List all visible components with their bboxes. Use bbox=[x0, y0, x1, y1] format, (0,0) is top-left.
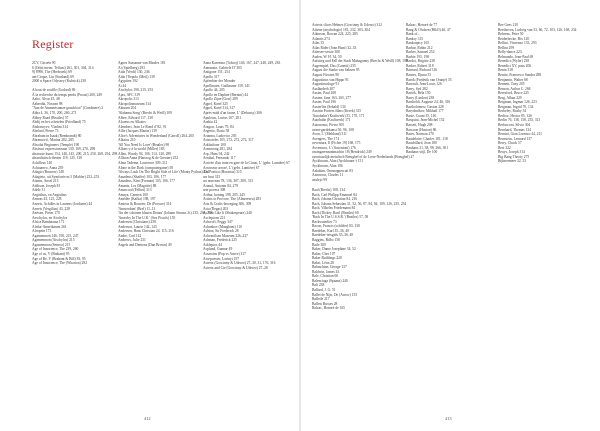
index-entry: 'Autobahn' (Kraftwerk) 55, 170, 171 bbox=[312, 113, 365, 118]
index-entry: Ayckbourn, Alan (Ayckbourn-) 151 bbox=[312, 159, 364, 164]
index-entry: Apollo Zijne (Gort) 289 bbox=[203, 97, 238, 102]
index-entry: Bassett, Hugh 208 bbox=[406, 123, 433, 128]
index-entry: Benedict XV, paus 206 bbox=[498, 63, 532, 68]
index-entry: Andersen, Hans Christian 24, 115–116 bbox=[118, 229, 174, 234]
index-entry: Austrin Pooters films (Kreek) 315 bbox=[312, 109, 362, 114]
index-entry: avontuurlijk metafisch Breughel of de Lorre-Nederlands (Breughel) 27 bbox=[312, 154, 415, 159]
index-entry: Auster, Paul 208 bbox=[312, 91, 336, 96]
index-entry: Age of Innocence, The 239, 260 bbox=[32, 247, 79, 252]
index-entry: Bach (Dickey Bawl (Beatles) 60 bbox=[312, 210, 359, 215]
index-entry: Ashvanilcan Museum 226–227 bbox=[203, 233, 248, 238]
index-entry: 'Anarchy In The U.K.' (Sex Pistols) 155 bbox=[118, 215, 176, 220]
index-entry: Andrews, Julie 231 bbox=[118, 238, 146, 243]
index-entry: azulejo 99 bbox=[312, 177, 327, 182]
index-entry: Assepoester, Lorinyt 197 bbox=[203, 256, 240, 261]
index-entry: Adele 31 bbox=[32, 188, 46, 193]
index-entry: Baryshnikov, Mikhail 177 bbox=[406, 109, 444, 114]
index-entry: Abraham in Isaak (Rembrandt) 80 bbox=[32, 133, 82, 138]
index-entry: Aida (Verdi) 130, 246 bbox=[118, 70, 150, 75]
index-entry: Arts & Crafts-beweging 306, 309 bbox=[203, 201, 252, 206]
index-entry: Abdrasoyev, Vladim 314 bbox=[32, 124, 68, 129]
index-entry: Benin 318 bbox=[498, 68, 513, 73]
index-entry: Bach, Vilhelm Friedemann 84 bbox=[312, 206, 356, 211]
index-entry: Belmondo, Jean-Paul 69 bbox=[498, 54, 534, 59]
index-entry: Armstrong 281, 284 bbox=[203, 147, 233, 152]
index-entry: Ashcroft, Peggy 347 bbox=[203, 220, 233, 225]
index-entry: Bernstein, Leonard 137 bbox=[498, 136, 532, 141]
index-entry: Assassins (Pop vs Aasve) 317 bbox=[203, 251, 246, 256]
index-entry: Avon, L' (Mehlund) 311 bbox=[312, 132, 347, 137]
index-entry: Augustinusloge 91 bbox=[312, 82, 340, 87]
index-entry: Belly-dance 223 bbox=[498, 50, 522, 55]
index-entry: A bout de souffle (Godard) 69 bbox=[32, 88, 76, 93]
index-entry: Alembert, Jean Le Rond d' 82, 91 bbox=[118, 124, 167, 129]
index-entry: Alcaeus en Alkaios bbox=[118, 120, 146, 125]
index-entry: Agamemnon (Aischylos) 215 bbox=[32, 238, 75, 243]
index-entry: Ballets Russes 28 bbox=[312, 301, 338, 306]
index-entry: Balletle 217 bbox=[312, 297, 330, 302]
index-entry: Bergman, Ingrid 70, 134 bbox=[498, 104, 534, 109]
index-entry: Artists to Provore, The (Almereseu) 283 bbox=[203, 197, 262, 202]
index-entry: Apfenbier der Monder bbox=[203, 79, 236, 84]
index-entry: Bijlmermeer 32, 53 bbox=[498, 159, 527, 164]
index-entry: Alone in the Dark (computergame) 58 bbox=[118, 165, 173, 170]
index-entry: Arthur, koning 198, 205, 245 bbox=[203, 192, 245, 197]
index-entry: Aischylos 190–215, 253 bbox=[118, 88, 154, 93]
index-entry: 'Back In The U.S.S.R.' (Beatles) 57, 58 bbox=[312, 215, 369, 220]
index-entry: Asterix slices Helmes (Goscinny & Uderzo) 312 bbox=[312, 23, 382, 27]
index-entry: Absolut Beginners (Temple) 190 bbox=[32, 142, 80, 147]
index-column-5 bbox=[312, 188, 407, 311]
index-entry: Ajax, AFC 319 bbox=[118, 92, 140, 97]
index-entry: Ai (Spielberg) 293 bbox=[118, 65, 145, 70]
index-entry: Beethoven, Ludwig van 53, 66, 72, 103, 126, 168, 234 bbox=[498, 27, 577, 32]
index-entry: Amadeus, Kim (Forman) 103, 106, 177 bbox=[118, 179, 175, 184]
index-entry: Age of Ré, V (Brabant & Bill) 83, 95 bbox=[32, 256, 86, 261]
index-entry: Berg, Alban 229 bbox=[498, 95, 522, 100]
index-entry: Azkaban, Ontsnappen uit 83 bbox=[312, 168, 353, 173]
index-entry: Abstract expressionisme 130, 169, 270, 298 bbox=[32, 147, 96, 152]
index-entry: Age of Innocence, The (Wharton) 292 bbox=[32, 261, 88, 266]
index-entry: Adagieto, uit Symfonie nr.5 (Mahler) 252–253 bbox=[32, 174, 100, 179]
index-entry: Abba 4, 36, 170, 200, 260–271 bbox=[32, 111, 77, 116]
index-entry: Afrika-Amerikanen 261 bbox=[32, 224, 67, 229]
index-entry: Arp, Hans 94, 242 bbox=[203, 151, 230, 156]
index-entry: Bauhaus 31, 38, 98, 266, 301 bbox=[406, 145, 449, 150]
index-entry: Ayckbourn, Alan 106 bbox=[312, 163, 343, 168]
index-entry: Bartók, Béla 150 bbox=[406, 91, 431, 96]
index-entry: Akropolis 313 bbox=[118, 97, 139, 102]
index-entry: Barbar, Robin 212 bbox=[406, 45, 433, 50]
index-entry: Annunzio, Gabriele D' 305 bbox=[203, 65, 242, 70]
index-entry: Bach, Carl Philipp Emanuel 84 bbox=[312, 192, 357, 197]
index-entry: Bates, Norman 270 bbox=[406, 132, 434, 137]
index-entry: Aufstieg und Fall der Stadt Mahagonny (Brecht & Weill) 108, 109 bbox=[312, 59, 408, 64]
right-page-number: 413 bbox=[445, 416, 452, 421]
index-entry: Age of us, V (Brabant) 95 bbox=[32, 251, 70, 256]
index-entry: Barnes, Djuna 53 bbox=[406, 73, 432, 78]
index-entry: Austerlitz (Sebald) 134 bbox=[312, 104, 346, 109]
index-entry: Akropolismuseum 314 bbox=[118, 101, 151, 106]
index-entry: Abdij en het schetelen (Friedland) 75 bbox=[32, 120, 86, 125]
page-title: Register bbox=[32, 37, 74, 51]
index-entry: Asklepios 44 bbox=[203, 242, 222, 247]
index-entry: Ägyptien 192 bbox=[118, 79, 138, 84]
index-entry: Arianna, Ludovico 205 bbox=[203, 133, 237, 138]
index-entry: Aalto, Alvar 45, 48 bbox=[32, 97, 60, 102]
index-entry: Amarcord (Fellini) 313 bbox=[118, 188, 152, 193]
index-entry: Baudelaire, Charles 101, 118 bbox=[406, 136, 448, 141]
index-entry: Abramović, Marina 282–285 bbox=[32, 138, 74, 143]
index-entry: Berkeley, Busby 54 bbox=[498, 109, 527, 114]
index-entry: Avventura, L' (Antonioni) 176 bbox=[312, 145, 356, 150]
index-entry: Amieus & Bouvier, De (Prosser) 314 bbox=[118, 201, 172, 206]
index-entry: Benjamin, Walter 68 bbox=[498, 77, 528, 82]
index-entry: Bank of... bbox=[406, 32, 421, 37]
index-entry: Baal (Brecht) 108, 134 bbox=[312, 188, 345, 192]
index-entry: Autobahn (Kraftwerk) 171 bbox=[312, 118, 351, 123]
index-entry: Aznavour, Charles 11 bbox=[312, 173, 344, 178]
index-entry: 6 (Orbit meter, Telfoni) 261, 301, 304, 314 bbox=[32, 65, 94, 70]
index-entry: Bee Gees 210 bbox=[498, 23, 518, 27]
index-entry: Andre, Carl 142 bbox=[118, 233, 142, 238]
index-entry: Bellini 299 bbox=[498, 45, 515, 50]
index-entry: Achtaanvo, Anna 239 bbox=[32, 165, 64, 170]
index-entry: Ashton, Sir Frederick 28 bbox=[203, 229, 239, 234]
index-entry: Basie, Count 35, 146 bbox=[406, 113, 437, 118]
index-entry: Bartholomew, Gaston 228 bbox=[406, 104, 444, 109]
index-entry: Allison Anna (Hartzog & de Greuter) 252 bbox=[118, 156, 179, 161]
index-entry: Atkinson, Rowan 224, 225, 285 bbox=[312, 32, 358, 37]
index-entry: Ai 44 bbox=[118, 83, 127, 88]
index-entry: Andersen (Christians) 258 bbox=[118, 220, 156, 225]
index-entry: Bergman, Ingmar 126, 223 bbox=[498, 100, 537, 105]
index-entry: À la recherche du temps perdu (Proust) 200, 249 bbox=[32, 92, 102, 97]
index-entry: Aeschylos, en Aischylos bbox=[32, 215, 68, 220]
index-entry: Appel, Karel 325 bbox=[203, 101, 228, 106]
index-entry: Aegisthus, en Aegisthus bbox=[32, 192, 67, 197]
index-entry: Bach, Johann Christian 84, 216 bbox=[312, 197, 358, 202]
index-entry: 'Alabama Song' (Brecht & Weill) 109 bbox=[118, 111, 172, 116]
index-entry: Afropeïn 173 bbox=[32, 229, 52, 234]
index-entry: Apuleius, Lucius 107, 201 bbox=[203, 115, 242, 120]
index-entry: Alfie (Jacques Martin) 139 bbox=[118, 129, 157, 134]
index-entry: art nouveau 78, 136, 307–309, 313 bbox=[203, 179, 254, 184]
index-entry: Asterix and Cie (Goscinny & Uderzo) 27–28 bbox=[203, 265, 268, 270]
index-entry: Allons-y à la world (Miller) 183 bbox=[118, 147, 165, 152]
index-entry: Arabia 42 bbox=[203, 120, 218, 125]
index-entry: Aktuum 204 bbox=[118, 106, 137, 111]
index-entry: Baker, Chet 107 bbox=[312, 251, 336, 256]
index-entry: Autonomo, Pietro 305 bbox=[312, 123, 345, 128]
index-entry: Arkhaifone 100 bbox=[203, 142, 226, 147]
index-entry: Beiderbecke, Bix 120 bbox=[498, 36, 530, 41]
index-entry: Amédée (Kafka) 198, 197 bbox=[118, 197, 156, 202]
index-entry: Big Bang Theory 275 bbox=[498, 154, 530, 159]
index-entry: Arrosseur arrosé, L' (gebr. Lumière) 67 bbox=[203, 165, 260, 170]
index-entry: Agamemnon (Seneca) 215 bbox=[32, 242, 71, 247]
index-entry: Atlantis 274 bbox=[312, 36, 330, 41]
index-entry: Baedeker-reisgids 35–36, 40 bbox=[312, 233, 354, 238]
index-entry: Augenspiel, Das (Canetti) 235 bbox=[312, 63, 356, 68]
index-entry: avventura, Il (Fichte 19) 168, 175 bbox=[312, 141, 361, 146]
index-entry: Barbie 195, 198 bbox=[406, 54, 430, 59]
index-entry: arte povera 308 bbox=[203, 188, 226, 193]
index-entry: Avengers, The 174 bbox=[312, 136, 340, 141]
index-entry: Amaya, Carmen 100 bbox=[118, 192, 148, 197]
index-entry: Attersee-sessie 300 bbox=[312, 50, 340, 55]
index-entry: Ashman, Frederick 225 bbox=[203, 238, 237, 243]
index-entry: Arrivée d'un train en gare de la Ciotat, L' (gebr. Lumière) 67 bbox=[203, 161, 290, 166]
index-entry: Bassoon (Huston) 86 bbox=[406, 127, 437, 132]
index-entry: As You Like It (Shakespeare) 240 bbox=[203, 211, 252, 216]
index-entry: Backwaterlier 73 bbox=[312, 219, 337, 224]
left-page-number: 412 bbox=[144, 416, 151, 421]
index-entry: Antigone 151, 254 bbox=[203, 70, 230, 75]
index-entry: Berlin 76, 138, 158, 255, 313 bbox=[498, 118, 541, 123]
index-entry: Atlas Rider (Joan Hunt) 32–33 bbox=[312, 45, 357, 50]
index-entry: Balanchine, George 137 bbox=[312, 265, 347, 270]
index-entry: 'Always Look On The Bright Side of Life' (Monty Python) 254 bbox=[118, 170, 209, 175]
index-entry: Banksy 315 bbox=[406, 36, 424, 41]
index-column-3 bbox=[203, 61, 290, 270]
index-entry: 'Amsterdam' (Brel) 11–13 bbox=[118, 206, 156, 211]
index-entry: Baldwin, James 43 bbox=[312, 269, 340, 274]
index-entry: Bali 238 bbox=[312, 283, 325, 288]
index-column-1 bbox=[32, 61, 118, 266]
index-entry: 2CV, Citroën 90 bbox=[32, 61, 56, 65]
index-entry: Apollo en Daphne (Bernini) 44 bbox=[203, 92, 248, 97]
index-entry: Alma Tadema, Lawrence 309–311 bbox=[118, 161, 168, 166]
index-entry: awangarenzanimachin 18 (Hendrick) 249 bbox=[312, 150, 372, 155]
index-entry: Barker, Robert 318 bbox=[406, 63, 434, 68]
index-entry: Anna Karenina (Tolstoj) 146, 167, 247, 248, 249, 263 bbox=[203, 61, 281, 65]
index-column-7 bbox=[498, 23, 579, 164]
index-entry: Asplund, Gunnar 49 bbox=[203, 247, 233, 252]
index-entry: Beresford, Bruce 225 bbox=[498, 91, 529, 96]
index-entry: August die Starke van Saksen 95 bbox=[312, 68, 360, 73]
index-entry: Atlas 35 bbox=[312, 41, 325, 46]
index-entry: Aragon, Louis 79, 84 bbox=[203, 124, 234, 129]
index-entry: Anderson, Laurie 142–143 bbox=[118, 224, 157, 229]
index-entry: Agamemnon 146, 190, 215, 247 bbox=[32, 233, 79, 238]
index-entry: Aristoteles 105, 272, 272, 272, 317 bbox=[203, 138, 254, 143]
index-entry: Best 322 bbox=[498, 145, 511, 150]
index-entry: Bernhard, Thomas 134 bbox=[498, 127, 531, 132]
index-entry: Bankruptcy 165 bbox=[406, 41, 430, 46]
index-entry: Barnard, Richard 316 bbox=[406, 68, 438, 73]
index-entry: Baile 300 bbox=[312, 242, 326, 247]
index-entry: Balzac, Honoré de 77 bbox=[406, 23, 438, 27]
index-entry: Bennett, Tony 205 bbox=[498, 82, 525, 87]
index-entry: Bauhaus-stijl, De 100 bbox=[406, 150, 438, 155]
index-entry: Auster, Paul 196 bbox=[312, 100, 336, 105]
index-entry: Aida (Tiepolo (Met)) 139 bbox=[118, 74, 155, 79]
index-entry: Asclepions 221 bbox=[203, 215, 226, 220]
index-entry: Adagio (Brunow) 148 bbox=[32, 170, 64, 175]
index-entry: Berlusconi, Silvio 304 bbox=[498, 123, 531, 128]
index-entry: Aeneis, Achilles in Laurens (Jordaens) 44 bbox=[32, 201, 93, 206]
index-entry: ars brut 315 bbox=[203, 174, 221, 179]
index-entry: Alkaios 210 bbox=[118, 138, 136, 143]
index-entry: Barok (Frederik van Oranje) 35 bbox=[406, 77, 452, 82]
index-entry: Berry, Chuck 57 bbox=[498, 141, 522, 146]
left-page bbox=[0, 0, 299, 431]
index-entry: Bakst, Léon 28 bbox=[312, 260, 334, 265]
index-entry: Ballet de Nijn, De (Arrow) 155 bbox=[312, 292, 358, 297]
index-entry: Barry (Lindon) 238 bbox=[406, 95, 435, 100]
index-entry: Argento, Dario 58 bbox=[203, 129, 230, 134]
index-entry: Ausländerh 207 bbox=[312, 86, 335, 91]
index-entry: Après-midi d'un faune, L' (Debussy) 306 bbox=[203, 111, 262, 116]
index-column-6 bbox=[406, 23, 487, 155]
index-entry: Behrens, Peter 50 bbox=[498, 32, 524, 37]
index-entry: Augustinus van Hippo 91 bbox=[312, 77, 349, 82]
index-entry: Allen, Woody 94, 106, 114, 120, 289 bbox=[118, 151, 172, 156]
index-entry: Addison, Joseph 81 bbox=[32, 183, 61, 188]
index-entry: Amants, Les (Magritte) 88 bbox=[118, 183, 157, 188]
index-entry: August Füssnot 90 bbox=[312, 73, 339, 78]
index-entry: Abelard, Pierre 73 bbox=[32, 129, 59, 134]
index-entry: Albee, Edward 117, 138 bbox=[118, 115, 153, 120]
index-entry: Barrault, Jean-Louis 126 bbox=[406, 82, 442, 87]
index-entry: Aertsen, Pieter 170 bbox=[32, 211, 60, 216]
index-entry: Balenciaga (Spaans) 240 bbox=[312, 278, 348, 283]
index-entry: Apollo 44, 205 bbox=[203, 88, 225, 93]
index-entry: Athene (mythologie) 181, 232, 303–304 bbox=[312, 27, 370, 32]
index-entry: Beuys, Joseph 314 bbox=[498, 150, 525, 155]
index-entry: Ashonkov (Maugham) 110 bbox=[203, 224, 242, 229]
index-entry: Apollo 317 bbox=[203, 74, 220, 79]
index-entry: Africa Bambaataa 171 bbox=[32, 220, 65, 225]
index-entry: Basquiat, Jean-Michel 152 bbox=[406, 118, 445, 123]
index-entry: Amadeus (Shaffer) 103, 106, 177 bbox=[118, 174, 167, 179]
index-entry: Appel, Karel 314, 317 bbox=[203, 106, 236, 111]
index-entry: Baedeker, Karl 35–36, 40 bbox=[312, 228, 349, 233]
index-entry: Asterix (Goscinny & Uderzo) 27–30, 31, 176, 316 bbox=[203, 261, 276, 266]
index-entry: Angels and Demons (Dan Brown) 49 bbox=[118, 242, 172, 247]
index-entry: Barber, Samuel 252 bbox=[406, 50, 435, 55]
index-entry: 'All You Need Is Love' (Beatles) 98 bbox=[118, 142, 170, 147]
index-entry: Barry, Syd 282 bbox=[406, 86, 428, 91]
index-entry: Benson, Arthur C. 268 bbox=[498, 86, 531, 91]
index-entry: Achilleus 140 bbox=[32, 161, 53, 166]
index-entry: am Cirque, Lin (Sturland) 69 bbox=[32, 74, 74, 79]
index-entry: avant-gardekunst 30, 96, 108 bbox=[312, 127, 354, 132]
index-entry: 'An der schönen blauen Donau' (Johann Strauss Jr.) 235, 236, 238 bbox=[118, 211, 213, 216]
index-entry: Bach, Johann Sebastian 31, 52, 56, 87, 84, 94, 109, 126, 235, 254 bbox=[312, 201, 407, 206]
index-entry: Adams, Ansel 213 bbox=[32, 179, 59, 184]
index-entry: Aeneis (Vergilius) 43, 228 bbox=[32, 206, 70, 211]
index-entry: Artaud, Antonin 84, 279 bbox=[203, 183, 239, 188]
index-entry: Berlioz, Hector 85, 126 bbox=[498, 113, 532, 118]
right-page bbox=[301, 0, 600, 431]
index-entry: "Aan de Ammertstanze graafsloot" (Goedmere) 2 bbox=[32, 106, 104, 111]
index-entry: Apollinaire, Guillaume 139, 141 bbox=[203, 83, 250, 88]
index-entry: Asia (Degas) 203 bbox=[203, 206, 229, 211]
index-entry: Agnes Sussanne van Rhodes 181 bbox=[118, 61, 166, 65]
index-entry: Ars Poetica (Horatius) 315 bbox=[203, 170, 242, 175]
index-entry: Baudrillard, Jean 180 bbox=[406, 141, 437, 146]
index-entry: Benedict (Wyler) 238 bbox=[498, 59, 530, 64]
index-entry: Bardot, Brigitte 238 bbox=[406, 59, 435, 64]
index-entry: Bale, Christian 60 bbox=[312, 274, 339, 279]
index-entry: absurdistisch theater 119, 125, 138 bbox=[32, 156, 82, 161]
index-entry: Alice's Adventures in Wonderland (Carroll) 264–265 bbox=[118, 133, 195, 138]
index-entry: Baggins, Bilbo 158 bbox=[312, 238, 340, 243]
index-entry: Arrabal, Fernando 117 bbox=[203, 156, 236, 161]
index-entry: Aaberdüt, Nosean 98 bbox=[32, 101, 63, 106]
index-entry: Baker Buildings 220 bbox=[312, 256, 342, 261]
index-entry: 9) 8990, The (Herbroek) 69 bbox=[32, 70, 72, 75]
index-entry: Austen, Jane 163–165, 277 bbox=[312, 95, 352, 100]
index-entry: Bacon, Francis (schilder) 83, 130 bbox=[312, 224, 360, 229]
index-entry: Bernini, Gian Lorenzo 44, 211 bbox=[498, 132, 542, 137]
index-entry: Aeneas 43, 125, 228 bbox=[32, 197, 62, 202]
index-entry: Bellini, Vincenzo 133, 293 bbox=[498, 41, 537, 46]
index-entry: abstracte kunst 154, 140–145, 200, 215, 250, 268, 294, 298 bbox=[32, 151, 118, 156]
index-entry: Abbey Road (Beatles) 57 bbox=[32, 115, 69, 120]
index-entry: Baker, Dame Josephine 34, 52 bbox=[312, 247, 356, 252]
index-entry: Benito, Francesco Sandra 288 bbox=[498, 73, 542, 78]
index-entry: 2000 n Space Odyssey (Kubrick) 238 bbox=[32, 79, 86, 84]
index-entry: Auden, W. H. 34, 50 bbox=[312, 54, 342, 59]
index-entry: Bang & Olufsen (B&O) 46, 47 bbox=[406, 27, 451, 32]
index-entry: Balzac, Honoré de 165 bbox=[312, 306, 345, 311]
index-entry: Ballard, J. G. 51 bbox=[312, 288, 336, 293]
index-entry: Bartholdi, Auguste 24, 46, 316 bbox=[406, 100, 451, 105]
